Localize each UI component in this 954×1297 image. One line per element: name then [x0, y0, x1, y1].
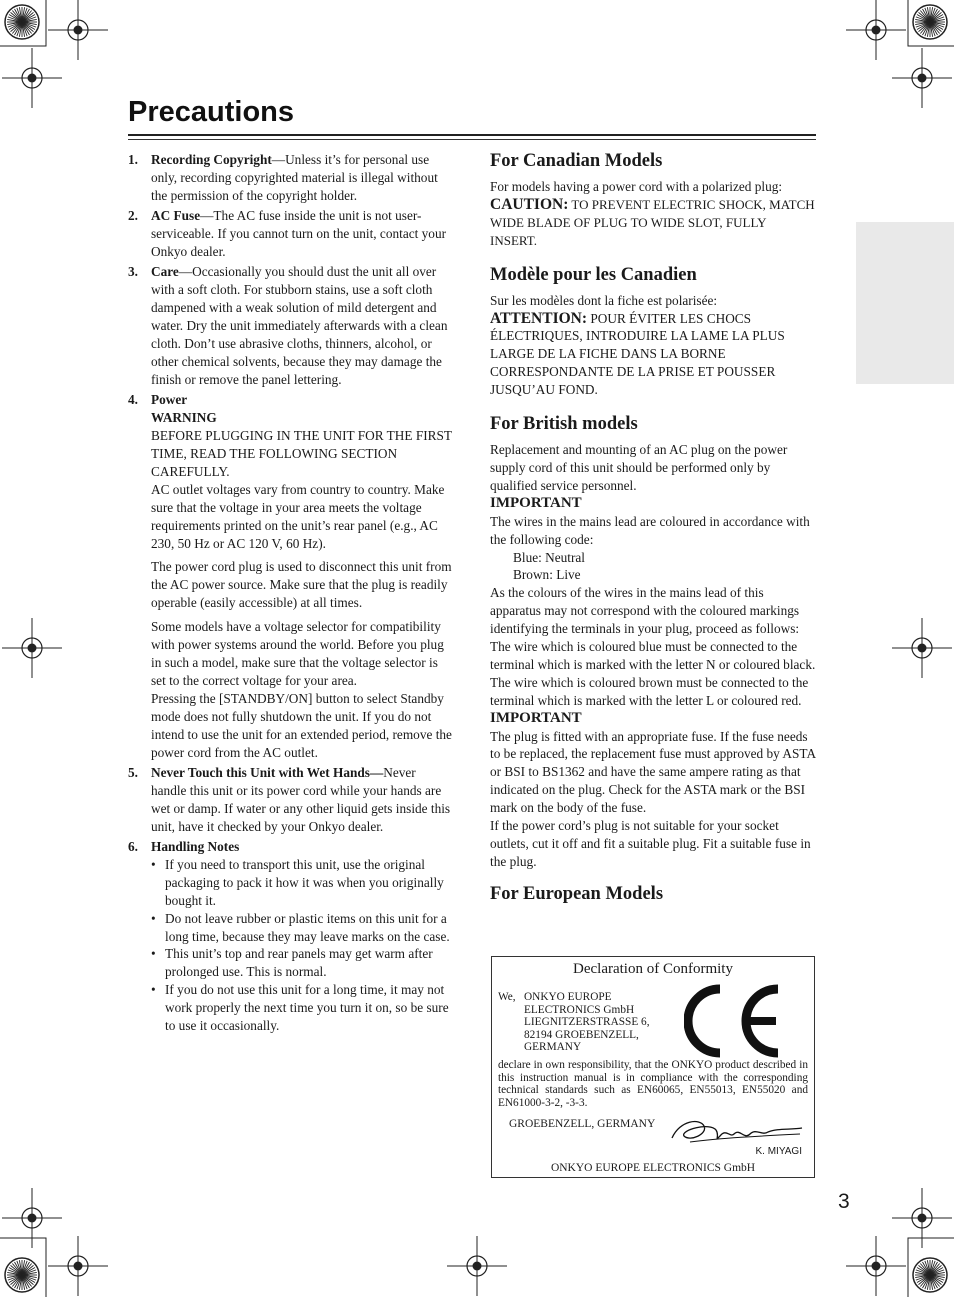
- declaration-company: ONKYO EUROPE ELECTRONICS GmbH: [550, 1162, 756, 1174]
- bullet-item: • If you do not use this unit for a long time, it may not work properly the next time you turn it on, so be sure to use it occasionally.: [151, 982, 449, 1034]
- declaration-place: GROEBENZELL, GERMANY: [509, 1118, 656, 1130]
- section-heading: For Canadian Models: [490, 151, 663, 171]
- item-number: 3.: [128, 264, 138, 280]
- color-bar-star-rays: [915, 1260, 945, 1290]
- page-number: 3: [838, 1190, 850, 1213]
- attention-text: POUR ÉVITER LES CHOCS ÉLECTRIQUES, INTRODUIRE LA LAME LA PLUS LARGE DE LA FICHE DANS LA BORNE CORRESPONDANTE DE LA PRISE ET POUSSER JUSQU’AU FOND.: [490, 310, 785, 398]
- item-lead: Care: [151, 264, 179, 280]
- power-paragraph: Some models have a voltage selector for compatibility with power systems around the world. Before you plug in such a model, make sure that the voltage selector is set to the correct voltage for your area.: [151, 619, 444, 688]
- side-tab: [856, 222, 954, 384]
- title-rule-thin: [128, 139, 816, 140]
- british-paragraph: The wire which is coloured blue must be connected to the terminal which is marked with the letter N or coloured black.: [490, 639, 816, 672]
- registration-dot: [918, 644, 927, 653]
- section-canadian: [490, 150, 816, 250]
- item-lead: Recording Copyright: [151, 152, 272, 167]
- registration-dot: [872, 1262, 881, 1271]
- color-bar-star-rays: [7, 1260, 37, 1290]
- registration-dot: [28, 1214, 37, 1223]
- power-paragraph: AC outlet voltages vary from country to country. Make sure that the voltage in your area meets the voltage requirements printed on the unit’s rear panel (e.g., AC 230, 50 Hz or AC 120 V, 60 Hz).: [151, 481, 445, 551]
- caution-label: CAUTION:: [490, 195, 569, 213]
- item-number: 4.: [128, 392, 138, 408]
- bullet-item: • This unit’s top and rear panels may get warm after prolonged use. This is normal.: [151, 946, 433, 980]
- signature: [670, 1112, 805, 1148]
- registration-dot: [74, 1262, 83, 1271]
- wire-code: Brown: Live: [513, 567, 581, 583]
- list-item-handling-notes: [128, 838, 454, 1035]
- list-item-ac-fuse: [128, 207, 454, 261]
- declaration-we: We,: [498, 991, 516, 1003]
- british-paragraph: The plug is fitted with an appropriate fuse. If the fuse needs to be replaced, the replacement fuse must approved by ASTA or BSI to BS1362 and have the same ampere rating as that indicated on the plug. Check for the ASTA mark or the BSI mark on the body of the fuse.: [490, 728, 816, 816]
- registration-dot: [28, 644, 37, 653]
- list-item-wet-hands: [128, 764, 454, 836]
- color-bar-star-rays: [7, 7, 37, 37]
- declaration-title: Declaration of Conformity: [573, 961, 733, 977]
- power-paragraph: The power cord plug is used to disconnect this unit from the AC power source. Make sure that the plug is readily operable (easily accessible) at all times.: [151, 559, 452, 611]
- bullet-item: • Do not leave rubber or plastic items on this unit for a long time, because they may leave marks on the case.: [151, 910, 450, 944]
- item-text: Never handle this unit or its power cord while your hands are wet or damp. If water or any other liquid gets inside this unit, have it checked by your Onkyo dealer.: [151, 764, 451, 834]
- precautions-list: [128, 151, 454, 1035]
- important-label: IMPORTANT: [490, 709, 582, 726]
- handling-bullets: [151, 856, 454, 1035]
- regional-notes-column: [490, 150, 816, 911]
- section-intro: For models having a power cord with a polarized plug:: [490, 179, 783, 194]
- section-intro: Sur les modèles dont la fiche est polarisée:: [490, 292, 718, 308]
- item-lead: AC Fuse: [151, 208, 201, 224]
- item-lead: Handling Notes: [151, 839, 240, 855]
- item-text: —Occasionally you should dust the unit all over with a soft cloth. For stubborn stains, use a soft cloth dampened with a weak solution of mild detergent and water. Dry the unit immediately afterwards with a clean cloth. Don’t use abrasive cloths, thinners, alcohol, or other chemical solvents, because they may damage the finish or remove the panel lettering.: [151, 264, 448, 387]
- warning-text: BEFORE PLUGGING IN THE UNIT FOR THE FIRST TIME, READ THE FOLLOWING SECTION CAREFULLY.: [151, 428, 452, 479]
- item-number: 1.: [128, 152, 138, 167]
- color-bar-star-rays: [915, 7, 945, 37]
- list-item-power: [128, 391, 454, 761]
- declaration-signer: K. MIYAGI: [755, 1146, 802, 1157]
- item-number: 5.: [128, 764, 138, 780]
- registration-dot: [918, 1214, 927, 1223]
- british-paragraph: If the power cord’s plug is not suitable for your socket outlets, cut it off and fit a suitable plug. Fit a suitable fuse in the plug.: [490, 818, 811, 869]
- declaration-address: ONKYO EUROPE ELECTRONICS GmbH LIEGNITZERSTRASSE 6, 82194 GROEBENZELL, GERMANY: [524, 991, 650, 1054]
- section-heading: For British models: [490, 414, 638, 435]
- wire-code: Blue: Neutral: [513, 549, 586, 565]
- warning-label: WARNING: [151, 410, 217, 426]
- item-text: —Unless it’s for personal use only, recording copyrighted material is illegal without the permission of the copyright holder.: [151, 152, 438, 203]
- declaration-of-conformity: [491, 956, 815, 1178]
- title-rule-thick: [128, 134, 816, 136]
- registration-dot: [74, 26, 83, 35]
- registration-dot: [28, 74, 37, 83]
- precautions-list-column: [128, 151, 454, 1038]
- ce-mark: [684, 983, 784, 1059]
- list-item-recording-copyright: [128, 151, 454, 205]
- item-number: 2.: [128, 208, 138, 224]
- item-number: 6.: [128, 839, 138, 855]
- important-label: IMPORTANT: [490, 494, 582, 511]
- section-canadien-fr: [490, 264, 816, 399]
- british-paragraph: Replacement and mounting of an AC plug on the power supply cord of this unit should be performed only by qualified service personnel.: [490, 442, 788, 493]
- section-heading: For European Models: [490, 883, 664, 904]
- item-text: —The AC fuse inside the unit is not user-serviceable. If you cannot turn on the unit, contact your Onkyo dealer.: [151, 208, 447, 260]
- bullet-item: • If you need to transport this unit, use the original packaging to pack it how it was when you originally bought it.: [151, 856, 444, 908]
- section-heading: Modèle pour les Canadien: [490, 264, 697, 285]
- section-european: [490, 883, 816, 905]
- british-paragraph: As the colours of the wires in the mains lead of this apparatus may not correspond with the coloured markings identifying the terminals in your plug, proceed as follows:: [490, 585, 800, 637]
- registration-dot: [872, 26, 881, 35]
- british-paragraph: The wires in the mains lead are coloured in accordance with the following code:: [490, 513, 810, 547]
- british-paragraph: The wire which is coloured brown must be connected to the terminal which is marked with the letter L or coloured red.: [490, 674, 809, 708]
- item-lead: Power: [151, 392, 188, 408]
- declaration-text: declare in own responsibility, that the ONKYO product described in this instruction manual is in compliance with the corresponding technical standards such as EN60065, EN55013, EN55020 and EN61000-3-2, -3-3.: [498, 1059, 808, 1109]
- caution-text: TO PREVENT ELECTRIC SHOCK, MATCH WIDE BLADE OF PLUG TO WIDE SLOT, FULLY INSERT.: [490, 196, 815, 248]
- power-paragraph: Pressing the [STANDBY/ON] button to select Standby mode does not fully shutdown the unit. If you do not intend to use the unit for an extended period, remove the power cord from the AC outlet.: [151, 690, 452, 760]
- page-title: Precautions: [128, 96, 294, 128]
- registration-dot: [473, 1262, 482, 1271]
- section-british: [490, 413, 816, 871]
- item-lead: Never Touch this Unit with Wet Hands—: [151, 764, 384, 780]
- registration-dot: [918, 74, 927, 83]
- attention-label: ATTENTION:: [490, 309, 588, 327]
- list-item-care: [128, 263, 454, 388]
